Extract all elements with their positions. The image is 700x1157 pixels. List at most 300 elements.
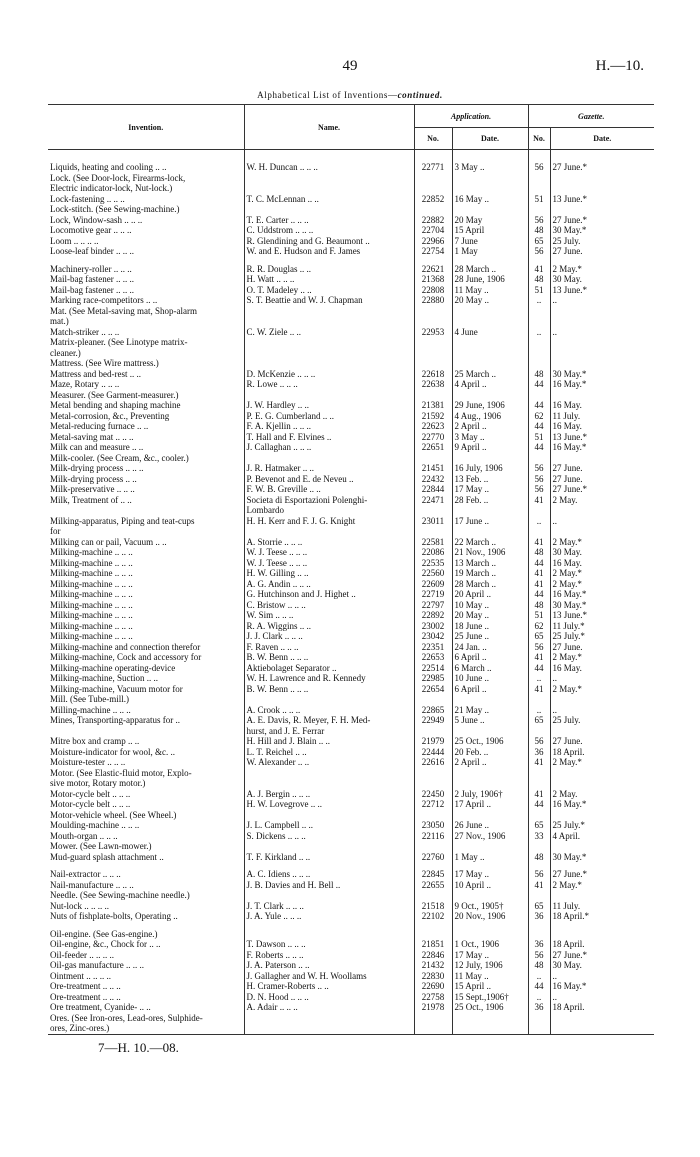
gazette-date-cell: 11 July.: [550, 411, 654, 422]
gazette-no-cell: 51: [528, 285, 550, 296]
application-no-cell: 22844: [414, 484, 452, 495]
name-cell: [244, 1023, 414, 1034]
name-cell: W. H. Duncan .. .. ..: [244, 150, 414, 173]
gazette-no-cell: 62: [528, 411, 550, 422]
name-cell: [244, 316, 414, 327]
application-date-cell: [452, 453, 528, 464]
table-row: [48, 390, 654, 401]
application-date-cell: [452, 768, 528, 779]
application-date-cell: [452, 694, 528, 705]
application-no-cell: 22609: [414, 579, 452, 590]
invention-cell: sive motor, Rotary motor.): [50, 778, 146, 788]
invention-cell: Lock-fastening .. .. ..: [50, 193, 125, 204]
name-cell: F. Raven .. .. ..: [244, 642, 414, 653]
application-no-cell: 22953: [414, 327, 452, 338]
table-row: [48, 516, 654, 527]
table-row: [48, 610, 654, 621]
table-row: [48, 971, 654, 982]
invention-cell: Oil-engine. (See Gas-engine.): [50, 928, 158, 939]
invention-cell: mat.): [50, 316, 69, 326]
name-cell: A. Adair .. .. ..: [244, 1002, 414, 1013]
gazette-date-cell: [550, 390, 654, 401]
application-no-cell: 23011: [414, 516, 452, 527]
name-cell: C. Bristow .. .. ..: [244, 600, 414, 611]
name-cell: R. Glendining and G. Beaumont ..: [244, 236, 414, 247]
gazette-date-cell: 30 May.*: [550, 852, 654, 863]
gazette-no-cell: [528, 306, 550, 317]
table-row: [48, 715, 654, 726]
invention-cell: Liquids, heating and cooling .. ..: [50, 162, 167, 172]
gazette-no-cell: 65: [528, 631, 550, 642]
name-cell: F. Roberts .. .. ..: [244, 950, 414, 961]
name-cell: R. Lowe .. .. ..: [244, 379, 414, 390]
gazette-no-cell: [528, 694, 550, 705]
application-date-cell: 2 April ..: [452, 757, 528, 768]
invention-cell: Ore-treatment .. .. ..: [50, 981, 121, 991]
name-cell: L. T. Reichel .. ..: [244, 747, 414, 758]
application-no-cell: 22758: [414, 992, 452, 1003]
application-no-cell: 22621: [414, 264, 452, 275]
table-row: [48, 747, 654, 758]
invention-cell: Nuts of fishplate-bolts, Operating ..: [50, 911, 178, 921]
name-cell: [244, 204, 414, 215]
name-cell: [244, 257, 414, 264]
gazette-no-cell: 41: [528, 757, 550, 768]
table-row: [48, 810, 654, 821]
invention-cell: Ores. (See Iron-ores, Lead-ores, Sulphide-: [50, 1012, 203, 1023]
application-no-cell: 21368: [414, 274, 452, 285]
header-app-no: No.: [414, 128, 452, 150]
application-date-cell: 6 March ..: [452, 663, 528, 674]
gazette-date-cell: 27 June.*: [550, 484, 654, 495]
gazette-no-cell: 48: [528, 369, 550, 380]
application-date-cell: 10 April ..: [452, 880, 528, 891]
table-row: [48, 869, 654, 880]
gazette-date-cell: 16 May.*: [550, 799, 654, 810]
application-no-cell: 22616: [414, 757, 452, 768]
table-row: [48, 558, 654, 569]
invention-cell: Milking-machine .. .. ..: [50, 599, 133, 610]
application-no-cell: [414, 768, 452, 779]
application-date-cell: 25 Oct., 1906: [452, 736, 528, 747]
table-row: [48, 379, 654, 390]
table-row: [48, 950, 654, 961]
gazette-date-cell: ..: [550, 516, 654, 527]
gazette-date-cell: 2 May.: [550, 789, 654, 800]
table-row: [48, 736, 654, 747]
name-cell: A. Crook .. .. ..: [244, 705, 414, 716]
gazette-date-cell: 13 June.*: [550, 194, 654, 205]
application-date-cell: 4 Aug., 1906: [452, 411, 528, 422]
application-no-cell: 22704: [414, 225, 452, 236]
application-no-cell: 22086: [414, 547, 452, 558]
name-cell: A. E. Davis, R. Meyer, F. H. Med-: [244, 715, 414, 726]
table-row: [48, 799, 654, 810]
name-cell: J. A. Yule .. .. ..: [244, 911, 414, 922]
gazette-no-cell: 44: [528, 558, 550, 569]
invention-cell: [48, 505, 244, 516]
table-row: [48, 306, 654, 317]
name-cell: Lombardo: [244, 505, 414, 516]
table-row: [48, 204, 654, 215]
gazette-no-cell: [528, 890, 550, 901]
table-row: [48, 348, 654, 359]
table-row: [48, 505, 654, 516]
gazette-date-cell: [550, 257, 654, 264]
application-no-cell: 22845: [414, 869, 452, 880]
name-cell: O. T. Madeley .. ..: [244, 285, 414, 296]
inventions-table: [48, 104, 654, 1035]
gazette-no-cell: 56: [528, 642, 550, 653]
gazette-no-cell: 56: [528, 869, 550, 880]
table-row: [48, 274, 654, 285]
gazette-date-cell: 25 July.*: [550, 820, 654, 831]
application-date-cell: 19 March ..: [452, 568, 528, 579]
name-cell: W. J. Teese .. .. ..: [244, 547, 414, 558]
table-row: [48, 316, 654, 327]
invention-cell: Ointment .. .. .. ..: [50, 970, 111, 981]
name-cell: [244, 173, 414, 184]
application-date-cell: 11 May ..: [452, 285, 528, 296]
gazette-no-cell: [528, 526, 550, 537]
invention-cell: Oil-gas manufacture .. .. ..: [50, 960, 144, 970]
application-date-cell: [452, 1013, 528, 1024]
table-row: [48, 579, 654, 590]
gazette-no-cell: 56: [528, 246, 550, 257]
gazette-no-cell: [528, 1023, 550, 1034]
application-no-cell: 22846: [414, 950, 452, 961]
gazette-no-cell: [528, 1013, 550, 1024]
application-no-cell: 22770: [414, 432, 452, 443]
invention-cell: Milking-apparatus, Piping and teat-cups: [50, 515, 195, 526]
invention-cell: Locomotive gear .. .. ..: [50, 225, 132, 235]
gazette-date-cell: ..: [550, 971, 654, 982]
name-cell: B. W. Benn .. .. ..: [244, 684, 414, 695]
table-row: [48, 694, 654, 705]
table-row: [48, 537, 654, 548]
application-date-cell: [452, 204, 528, 215]
gazette-no-cell: [528, 726, 550, 737]
table-row: [48, 421, 654, 432]
name-cell: [244, 778, 414, 789]
gazette-no-cell: 41: [528, 579, 550, 590]
gazette-no-cell: ..: [528, 673, 550, 684]
name-cell: W. Sim .. .. ..: [244, 610, 414, 621]
name-cell: B. W. Benn .. .. ..: [244, 652, 414, 663]
invention-cell: Metal-corrosion, &c., Preventing: [50, 410, 170, 421]
gazette-date-cell: ..: [550, 705, 654, 716]
name-cell: W. Alexander .. ..: [244, 757, 414, 768]
invention-cell: Lock, Window-sash .. .. ..: [50, 214, 143, 225]
gazette-date-cell: 2 May.*: [550, 880, 654, 891]
application-no-cell: 22797: [414, 600, 452, 611]
gazette-date-cell: 27 June.: [550, 474, 654, 485]
application-no-cell: 22471: [414, 495, 452, 506]
application-no-cell: [414, 726, 452, 737]
gazette-date-cell: 16 May.*: [550, 379, 654, 390]
table-row: [48, 820, 654, 831]
name-cell: [244, 922, 414, 929]
gazette-date-cell: [550, 453, 654, 464]
invention-cell: Milk can and measure .. ..: [50, 442, 144, 452]
gazette-no-cell: 36: [528, 911, 550, 922]
table-row: [48, 411, 654, 422]
invention-cell: Match-striker .. .. ..: [50, 326, 120, 337]
table-row: [48, 589, 654, 600]
gazette-no-cell: [528, 348, 550, 359]
gazette-date-cell: 30 May.: [550, 547, 654, 558]
table-row: [48, 495, 654, 506]
application-date-cell: 1 May: [452, 246, 528, 257]
gazette-no-cell: 44: [528, 981, 550, 992]
invention-cell: Milking-machine .. .. ..: [50, 610, 133, 620]
gazette-no-cell: 44: [528, 799, 550, 810]
gazette-no-cell: [528, 841, 550, 852]
invention-cell: Milk-preservative .. .. ..: [50, 484, 135, 494]
table-row: [48, 841, 654, 852]
table-row: [48, 1013, 654, 1024]
application-date-cell: 17 May ..: [452, 950, 528, 961]
invention-cell: Mouth-organ .. .. ..: [50, 830, 118, 841]
application-no-cell: 23002: [414, 621, 452, 632]
application-no-cell: [414, 183, 452, 194]
invention-cell: Maze, Rotary .. .. ..: [50, 379, 120, 389]
gazette-no-cell: 51: [528, 610, 550, 621]
gazette-date-cell: 2 May.*: [550, 568, 654, 579]
header-gazette-no: No.: [528, 128, 550, 150]
application-date-cell: 28 Feb. ..: [452, 495, 528, 506]
application-no-cell: [414, 173, 452, 184]
gazette-date-cell: [550, 778, 654, 789]
invention-cell: Moulding-machine .. .. ..: [50, 820, 140, 830]
application-date-cell: 17 May ..: [452, 869, 528, 880]
application-no-cell: 22638: [414, 379, 452, 390]
gazette-date-cell: 16 May.*: [550, 981, 654, 992]
application-no-cell: 22880: [414, 295, 452, 306]
gazette-date-cell: 13 June.*: [550, 432, 654, 443]
application-date-cell: [452, 778, 528, 789]
application-date-cell: 16 July, 1906: [452, 463, 528, 474]
invention-cell: Milk, Treatment of .. ..: [50, 494, 132, 505]
gazette-date-cell: 27 June.*: [550, 215, 654, 226]
gazette-date-cell: 27 June.*: [550, 950, 654, 961]
application-no-cell: [414, 1023, 452, 1034]
application-no-cell: [414, 1013, 452, 1024]
application-date-cell: 29 June, 1906: [452, 400, 528, 411]
application-no-cell: 22865: [414, 705, 452, 716]
name-cell: [244, 337, 414, 348]
name-cell: P. Bevenot and E. de Neveu ..: [244, 474, 414, 485]
invention-cell: [48, 922, 244, 929]
application-date-cell: [452, 306, 528, 317]
gazette-date-cell: [550, 1023, 654, 1034]
table-row: [48, 757, 654, 768]
header-name: Name.: [244, 105, 414, 150]
table-row: [48, 789, 654, 800]
gazette-no-cell: ..: [528, 295, 550, 306]
application-no-cell: [414, 922, 452, 929]
section-gap: [48, 862, 654, 869]
application-date-cell: [452, 1023, 528, 1034]
application-date-cell: 4 June: [452, 327, 528, 338]
application-date-cell: [452, 526, 528, 537]
gazette-date-cell: ..: [550, 327, 654, 338]
application-date-cell: 9 April ..: [452, 442, 528, 453]
gazette-no-cell: [528, 810, 550, 821]
invention-cell: ores, Zinc-ores.): [48, 1023, 244, 1034]
gazette-no-cell: 48: [528, 960, 550, 971]
name-cell: [244, 694, 414, 705]
name-cell: H. Cramer-Roberts .. ..: [244, 981, 414, 992]
gazette-no-cell: [528, 768, 550, 779]
application-no-cell: 21851: [414, 939, 452, 950]
application-no-cell: 22623: [414, 421, 452, 432]
gazette-date-cell: 2 May.*: [550, 537, 654, 548]
gazette-date-cell: [550, 694, 654, 705]
application-no-cell: 22949: [414, 715, 452, 726]
header-application: Application.: [414, 105, 528, 128]
name-cell: [244, 1013, 414, 1024]
application-no-cell: 22651: [414, 442, 452, 453]
invention-cell: Nut-lock .. .. .. ..: [50, 900, 109, 911]
invention-cell: Milk-drying process .. ..: [50, 473, 137, 484]
gazette-date-cell: 27 June.: [550, 463, 654, 474]
gazette-date-cell: 16 May.: [550, 663, 654, 674]
application-date-cell: 7 June: [452, 236, 528, 247]
gazette-no-cell: 65: [528, 820, 550, 831]
name-cell: A. Storrie .. .. ..: [244, 537, 414, 548]
table-row: [48, 831, 654, 842]
application-no-cell: 23050: [414, 820, 452, 831]
invention-cell: Mattress and bed-rest .. ..: [50, 368, 141, 379]
table-row: [48, 631, 654, 642]
invention-cell: Milking-machine operating-device: [50, 662, 176, 673]
invention-cell: Metal-saving mat .. .. ..: [50, 431, 134, 442]
gazette-no-cell: [528, 862, 550, 869]
application-date-cell: [452, 810, 528, 821]
invention-cell: Motor-vehicle wheel. (See Wheel.): [50, 809, 177, 820]
gazette-no-cell: [528, 183, 550, 194]
application-no-cell: 22808: [414, 285, 452, 296]
application-no-cell: 22450: [414, 789, 452, 800]
application-date-cell: [452, 862, 528, 869]
name-cell: J. T. Clark .. .. ..: [244, 901, 414, 912]
gazette-no-cell: [528, 204, 550, 215]
name-cell: F. A. Kjellin .. .. ..: [244, 421, 414, 432]
gazette-date-cell: 30 May.: [550, 960, 654, 971]
invention-cell: Milking-machine and connection therefor: [50, 641, 201, 652]
application-date-cell: 13 Feb. ..: [452, 474, 528, 485]
gazette-date-cell: [550, 768, 654, 779]
invention-cell: Lock. (See Door-lock, Firearms-lock,: [50, 172, 186, 183]
gazette-no-cell: 44: [528, 421, 550, 432]
name-cell: G. Hutchinson and J. Highet ..: [244, 589, 414, 600]
application-no-cell: 22535: [414, 558, 452, 569]
gazette-no-cell: [528, 505, 550, 516]
application-no-cell: [414, 257, 452, 264]
application-no-cell: 22712: [414, 799, 452, 810]
table-row: [48, 442, 654, 453]
application-no-cell: [414, 810, 452, 821]
invention-cell: [48, 726, 244, 737]
invention-cell: Milk-drying process .. .. ..: [50, 463, 144, 473]
table-row: [48, 327, 654, 338]
name-cell: [244, 841, 414, 852]
section-gap: [48, 257, 654, 264]
invention-cell: Milking-machine, Suction .. ..: [50, 673, 158, 683]
table-row: [48, 1002, 654, 1013]
application-no-cell: 22852: [414, 194, 452, 205]
application-date-cell: 20 May ..: [452, 295, 528, 306]
application-no-cell: 21979: [414, 736, 452, 747]
gazette-date-cell: 18 April.: [550, 1002, 654, 1013]
table-row: [48, 453, 654, 464]
table-row: [48, 463, 654, 474]
application-date-cell: [452, 726, 528, 737]
application-no-cell: 21432: [414, 960, 452, 971]
name-cell: H. Hill and J. Blain .. ..: [244, 736, 414, 747]
invention-cell: Milking-machine .. .. ..: [50, 557, 133, 568]
gazette-date-cell: 2 May.*: [550, 652, 654, 663]
application-date-cell: 10 May ..: [452, 600, 528, 611]
name-cell: R. R. Douglas .. ..: [244, 264, 414, 275]
name-cell: J. L. Campbell .. ..: [244, 820, 414, 831]
gazette-no-cell: ..: [528, 971, 550, 982]
gazette-date-cell: 2 May.*: [550, 684, 654, 695]
gazette-no-cell: 56: [528, 215, 550, 226]
application-date-cell: 28 March ..: [452, 579, 528, 590]
application-date-cell: 25 June ..: [452, 631, 528, 642]
name-cell: [244, 929, 414, 940]
name-cell: [244, 348, 414, 359]
application-no-cell: 22754: [414, 246, 452, 257]
name-cell: [244, 526, 414, 537]
application-date-cell: 25 Oct., 1906: [452, 1002, 528, 1013]
name-cell: J. J. Clark .. .. ..: [244, 631, 414, 642]
gazette-no-cell: 41: [528, 652, 550, 663]
gazette-date-cell: 2 May.: [550, 495, 654, 506]
gazette-no-cell: [528, 778, 550, 789]
gazette-no-cell: [528, 922, 550, 929]
invention-cell: Milking-machine, Vacuum motor for: [50, 683, 183, 694]
table-row: [48, 183, 654, 194]
table-row: [48, 369, 654, 380]
name-cell: P. E. G. Cumberland .. ..: [244, 411, 414, 422]
name-cell: H. W. Lovegrove .. ..: [244, 799, 414, 810]
application-no-cell: 22719: [414, 589, 452, 600]
gazette-date-cell: 16 May.: [550, 400, 654, 411]
print-reference: 7—H. 10.—08.: [98, 1040, 179, 1055]
gazette-date-cell: ..: [550, 673, 654, 684]
gazette-no-cell: 41: [528, 880, 550, 891]
name-cell: [244, 890, 414, 901]
application-date-cell: [452, 348, 528, 359]
gazette-no-cell: 65: [528, 715, 550, 726]
gazette-date-cell: 18 April.: [550, 747, 654, 758]
gazette-date-cell: 11 July.*: [550, 621, 654, 632]
gazette-date-cell: 18 April.*: [550, 911, 654, 922]
application-date-cell: 1 Oct., 1906: [452, 939, 528, 950]
gazette-date-cell: [550, 348, 654, 359]
name-cell: C. Uddstrom .. .. ..: [244, 225, 414, 236]
application-date-cell: 5 June ..: [452, 715, 528, 726]
invention-cell: Milking-machine .. .. ..: [50, 589, 133, 599]
gazette-date-cell: [550, 929, 654, 940]
table-row: [48, 911, 654, 922]
gazette-date-cell: 27 June.*: [550, 150, 654, 173]
gazette-date-cell: 30 May.: [550, 274, 654, 285]
invention-cell: Milking-machine .. .. ..: [50, 620, 133, 631]
